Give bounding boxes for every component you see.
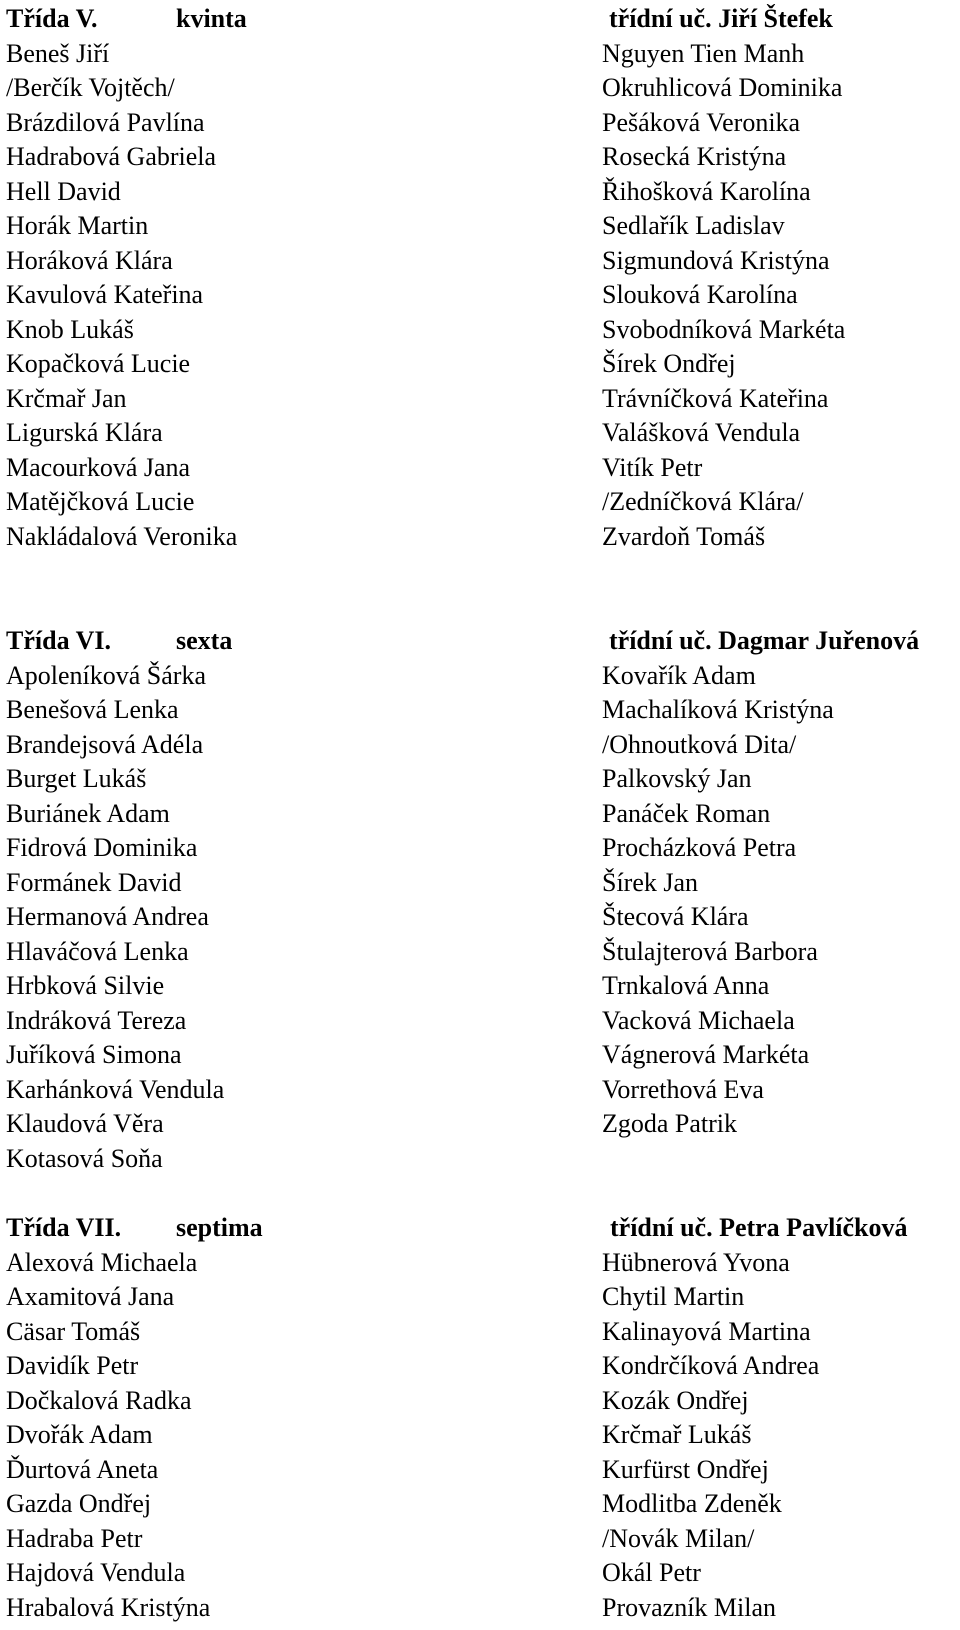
student-name: Svobodníková Markéta bbox=[602, 314, 846, 344]
class-heading bbox=[6, 2, 247, 37]
student-name: Burget Lukáš bbox=[6, 764, 147, 793]
student-name: Horák Martin bbox=[6, 211, 149, 240]
student-name: Macourková Jana bbox=[6, 452, 191, 482]
class-label: Třída VI. bbox=[6, 626, 111, 655]
student-name: Kondrčíková Andrea bbox=[602, 1351, 820, 1380]
student-name: Zvardoň Tomáš bbox=[602, 521, 766, 551]
student-name: Knob Lukáš bbox=[6, 314, 134, 344]
student-name: Gazda Ondřej bbox=[6, 1489, 152, 1518]
left-column bbox=[6, 2, 247, 554]
student-name: Panáček Roman bbox=[602, 798, 771, 828]
student-name: Trávníčková Kateřina bbox=[602, 383, 829, 413]
right-column bbox=[602, 624, 919, 1142]
class-name: septima bbox=[176, 1213, 263, 1242]
student-name: Slouková Karolína bbox=[602, 280, 798, 309]
student-name: /Zedníčková Klára/ bbox=[602, 487, 804, 516]
student-name: Ďurtová Aneta bbox=[6, 1454, 159, 1484]
student-name: Hajdová Vendula bbox=[6, 1558, 186, 1587]
student-name: Kavulová Kateřina bbox=[6, 280, 204, 309]
student-name: Kopačková Lucie bbox=[6, 349, 191, 378]
student-name: Klaudová Věra bbox=[6, 1109, 164, 1138]
student-name: Kurfürst Ondřej bbox=[602, 1454, 769, 1484]
student-name: Matějčková Lucie bbox=[6, 487, 195, 516]
student-name: Apoleníková Šárka bbox=[6, 660, 207, 690]
student-name: Vorrethová Eva bbox=[602, 1074, 764, 1104]
student-name: Štecová Klára bbox=[602, 902, 749, 931]
student-name: Modlitba Zdeněk bbox=[602, 1489, 782, 1518]
student-name: Hermanová Andrea bbox=[6, 902, 209, 931]
student-name: Nakládalová Veronika bbox=[6, 521, 238, 551]
student-name: Okruhlicová Dominika bbox=[602, 73, 843, 102]
student-name: Hadraba Petr bbox=[6, 1523, 143, 1553]
student-name: Vitík Petr bbox=[602, 452, 703, 482]
student-name: Šírek Ondřej bbox=[602, 349, 736, 378]
student-name: Sigmundová Kristýna bbox=[602, 245, 830, 275]
student-name: Dvořák Adam bbox=[6, 1420, 153, 1449]
class-teacher-heading: třídní uč. Dagmar Juřenová bbox=[609, 626, 920, 655]
student-name: Axamitová Jana bbox=[6, 1282, 175, 1311]
student-name: Machalíková Kristýna bbox=[602, 695, 834, 724]
student-name: Provazník Milan bbox=[602, 1592, 777, 1622]
student-name: Fidrová Dominika bbox=[6, 833, 198, 862]
student-name: Buriánek Adam bbox=[6, 798, 170, 828]
student-name: Sedlařík Ladislav bbox=[602, 211, 785, 240]
student-name: Juříková Simona bbox=[6, 1040, 182, 1069]
student-name: Kozák Ondřej bbox=[602, 1385, 749, 1415]
student-name: /Ohnoutková Dita/ bbox=[602, 729, 797, 759]
class-label: Třída V. bbox=[6, 4, 98, 33]
left-column bbox=[6, 1211, 263, 1625]
class-teacher-heading: třídní uč. Jiří Štefek bbox=[609, 4, 833, 33]
student-name: Alexová Michaela bbox=[6, 1247, 198, 1277]
student-name: Palkovský Jan bbox=[602, 764, 752, 793]
student-name: Brázdilová Pavlína bbox=[6, 107, 205, 137]
student-name: Trnkalová Anna bbox=[602, 971, 770, 1000]
student-name: Řihošková Karolína bbox=[602, 176, 811, 206]
class-teacher-heading: třídní uč. Petra Pavlíčková bbox=[610, 1213, 908, 1242]
student-name: Ligurská Klára bbox=[6, 418, 163, 447]
student-name: Rosecká Kristýna bbox=[602, 142, 787, 171]
student-name: Hrbková Silvie bbox=[6, 971, 165, 1000]
student-name: Hadrabová Gabriela bbox=[6, 142, 217, 171]
student-name: Cäsar Tomáš bbox=[6, 1316, 141, 1346]
student-name: Hrabalová Kristýna bbox=[6, 1592, 211, 1622]
student-name: Kalinayová Martina bbox=[602, 1316, 811, 1346]
student-name: Davidík Petr bbox=[6, 1351, 139, 1380]
class-name: sexta bbox=[176, 626, 233, 655]
student-name: Pešáková Veronika bbox=[602, 107, 801, 137]
student-name: /Novák Milan/ bbox=[602, 1523, 755, 1553]
student-name: Indráková Tereza bbox=[6, 1005, 187, 1035]
student-name: Formánek David bbox=[6, 867, 182, 897]
student-name: Vágnerová Markéta bbox=[602, 1040, 810, 1069]
left-column bbox=[6, 624, 233, 1176]
student-name: Kovařík Adam bbox=[602, 660, 756, 690]
student-name: Brandejsová Adéla bbox=[6, 729, 204, 759]
class-label: Třída VII. bbox=[6, 1213, 122, 1242]
student-name: Hlaváčová Lenka bbox=[6, 936, 189, 966]
class-heading bbox=[6, 624, 233, 659]
student-name: Nguyen Tien Manh bbox=[602, 38, 805, 68]
student-name: Benešová Lenka bbox=[6, 695, 179, 724]
student-name: Vacková Michaela bbox=[602, 1005, 795, 1035]
student-name: Krčmař Lukáš bbox=[602, 1420, 752, 1449]
student-name: Valášková Vendula bbox=[602, 418, 801, 447]
student-name: Okál Petr bbox=[602, 1558, 701, 1587]
student-name: /Berčík Vojtěch/ bbox=[6, 73, 175, 102]
student-name: Zgoda Patrik bbox=[602, 1109, 738, 1138]
student-name: Karhánková Vendula bbox=[6, 1074, 225, 1104]
student-name: Štulajterová Barbora bbox=[602, 936, 818, 966]
right-column bbox=[602, 1211, 908, 1625]
student-name: Krčmař Jan bbox=[6, 383, 127, 413]
student-name: Kotasová Soňa bbox=[6, 1143, 163, 1173]
student-name: Chytil Martin bbox=[602, 1282, 745, 1311]
student-name: Procházková Petra bbox=[602, 833, 797, 862]
class-heading bbox=[6, 1211, 263, 1246]
student-name: Beneš Jiří bbox=[6, 38, 110, 68]
right-column bbox=[602, 2, 845, 554]
student-name: Horáková Klára bbox=[6, 245, 173, 275]
class-name: kvinta bbox=[176, 4, 247, 33]
student-name: Dočkalová Radka bbox=[6, 1385, 192, 1415]
student-name: Šírek Jan bbox=[602, 867, 699, 897]
student-name: Hübnerová Yvona bbox=[602, 1247, 790, 1277]
student-name: Hell David bbox=[6, 176, 121, 206]
